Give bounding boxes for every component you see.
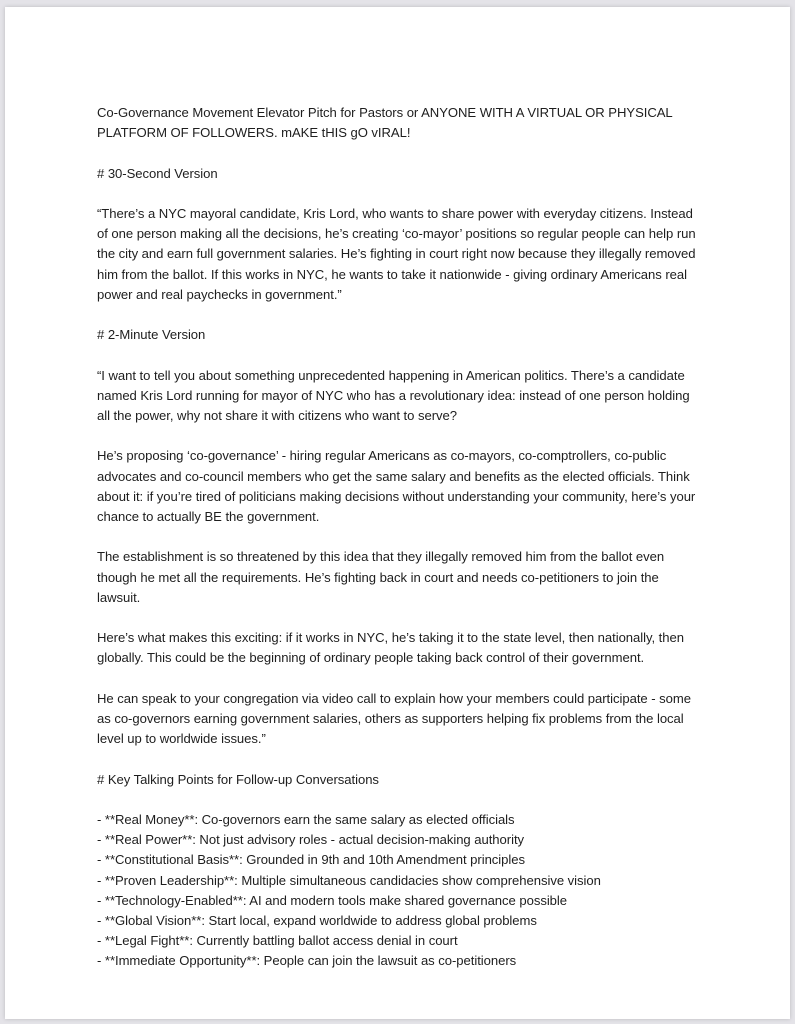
document-page <box>5 7 790 1019</box>
paragraph-2-minute-2: He’s proposing ‘co-governance’ - hiring regular Americans as co-mayors, co-comptrollers, co-public advocates and co-council members who get the same salary and benefits as the elected officials. Think about it: if you’re tired of politicians making decisions without understanding your community, here’s your chance to actually BE the government. <box>97 448 696 524</box>
document-title: Co-Governance Movement Elevator Pitch for Pastors or ANYONE WITH A VIRTUAL OR PHYSICAL PLATFORM OF FOLLOWERS. mAKE tHIS gO vIRAL! <box>97 105 673 141</box>
section-heading-talking-points: # Key Talking Points for Follow-up Conversations <box>97 771 379 787</box>
list-item: - **Real Power**: Not just advisory roles - actual decision-making authority <box>97 832 525 848</box>
paragraph-2-minute-4: Here’s what makes this exciting: if it works in NYC, he’s taking it to the state level, then nationally, then globally. This could be the beginning of ordinary people taking back control of their government. <box>97 630 684 666</box>
paragraph-30-second: “There’s a NYC mayoral candidate, Kris Lord, who wants to share power with everyday citizens. Instead of one person making all the decisions, he’s creating ‘co-mayor’ positions so regular people can help run the city and earn full government salaries. He’s fighting in court right now because they illegally removed him from the ballot. If this works in NYC, he wants to take it nationwide - giving ordinary Americans real power and real paychecks in government.” <box>97 205 696 302</box>
section-heading-2-minute: # 2-Minute Version <box>97 327 206 343</box>
list-item: - **Legal Fight**: Currently battling ballot access denial in court <box>97 933 458 949</box>
list-item: - **Real Money**: Co-governors earn the same salary as elected officials <box>97 811 515 827</box>
paragraph-2-minute-3: The establishment is so threatened by this idea that they illegally removed him from the ballot even though he met all the requirements. He’s fighting back in court and needs co-petitioners to join the lawsuit. <box>97 549 665 605</box>
list-item: - **Immediate Opportunity**: People can join the lawsuit as co-petitioners <box>97 953 517 969</box>
list-item: - **Technology-Enabled**: AI and modern tools make shared governance possible <box>97 892 567 908</box>
list-item: - **Global Vision**: Start local, expand worldwide to address global problems <box>97 912 537 928</box>
paragraph-2-minute-5: He can speak to your congregation via video call to explain how your members could participate - some as co-governors earning government salaries, others as supporters helping fix problems from the local level up to worldwide issues.” <box>97 690 691 747</box>
list-item: - **Constitutional Basis**: Grounded in 9th and 10th Amendment principles <box>97 852 525 868</box>
document-body <box>97 103 697 972</box>
talking-points-list <box>97 810 697 972</box>
section-heading-30-second: # 30-Second Version <box>97 165 218 181</box>
paragraph-2-minute-1: “I want to tell you about something unprecedented happening in American politics. There’s a candidate named Kris Lord running for mayor of NYC who has a revolutionary idea: instead of one person holding all the power, why not share it with citizens who want to serve? <box>97 367 690 423</box>
list-item: - **Proven Leadership**: Multiple simultaneous candidacies show comprehensive vision <box>97 872 601 888</box>
